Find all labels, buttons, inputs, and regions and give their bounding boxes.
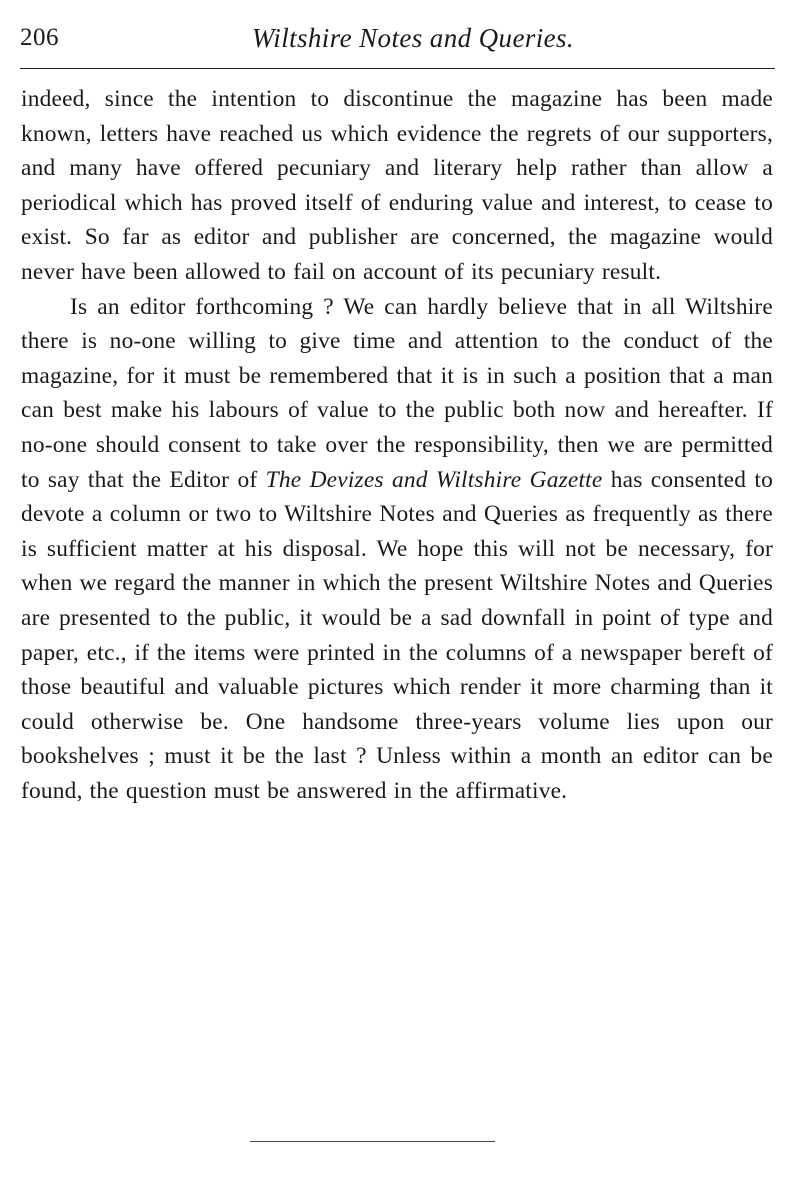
running-title: Wiltshire Notes and Queries. bbox=[251, 23, 575, 53]
footer-rule bbox=[250, 1141, 495, 1142]
page-number: 206 bbox=[20, 24, 59, 51]
paragraph-2-after: has consented to devote a column or two to Wiltshire Notes and Queries as frequently as there is sufficient matter at his disposal. We hope this will not be necessary, for when we regard the manner in which the present Wiltshire Notes and Queries are presented to the public, it would be a sad downfall in point of type and paper, etc., if the items were printed in the columns of a newspaper bereft of those beautiful and valuable pictures which render it more charming than it could otherwise be. One handsome three-years volume lies upon our bookshelves ; must it be the last ? Unless within a month an editor can be found, the question must be answered in the affirmative. bbox=[21, 466, 773, 804]
newspaper-title: The Devizes and Wiltshire Gazette bbox=[265, 466, 603, 493]
body-text bbox=[21, 82, 773, 808]
paragraph-2-before: Is an editor forthcoming ? We can hardly believe that in all Wiltshire there is no-one willing to give time and attention to the conduct of the magazine, for it must be remembered that it is in such a position that a man can best make his labours of value to the public both now and hereafter. If no-one should consent to take over the responsibility, then we are permitted to say that the Editor of bbox=[21, 293, 773, 493]
paragraph-1: indeed, since the intention to discontinue the magazine has been made known, letters have reached us which evidence the regrets of our supporters, and many have offered pecuniary and literary help rather than allow a periodical which has proved itself of enduring value and interest, to cease to exist. So far as editor and publisher are concerned, the magazine would never have been allowed to fail on account of its pecuniary result. bbox=[21, 86, 773, 285]
header-rule bbox=[20, 68, 775, 69]
paragraph-2 bbox=[21, 290, 773, 809]
page-header bbox=[14, 20, 774, 60]
